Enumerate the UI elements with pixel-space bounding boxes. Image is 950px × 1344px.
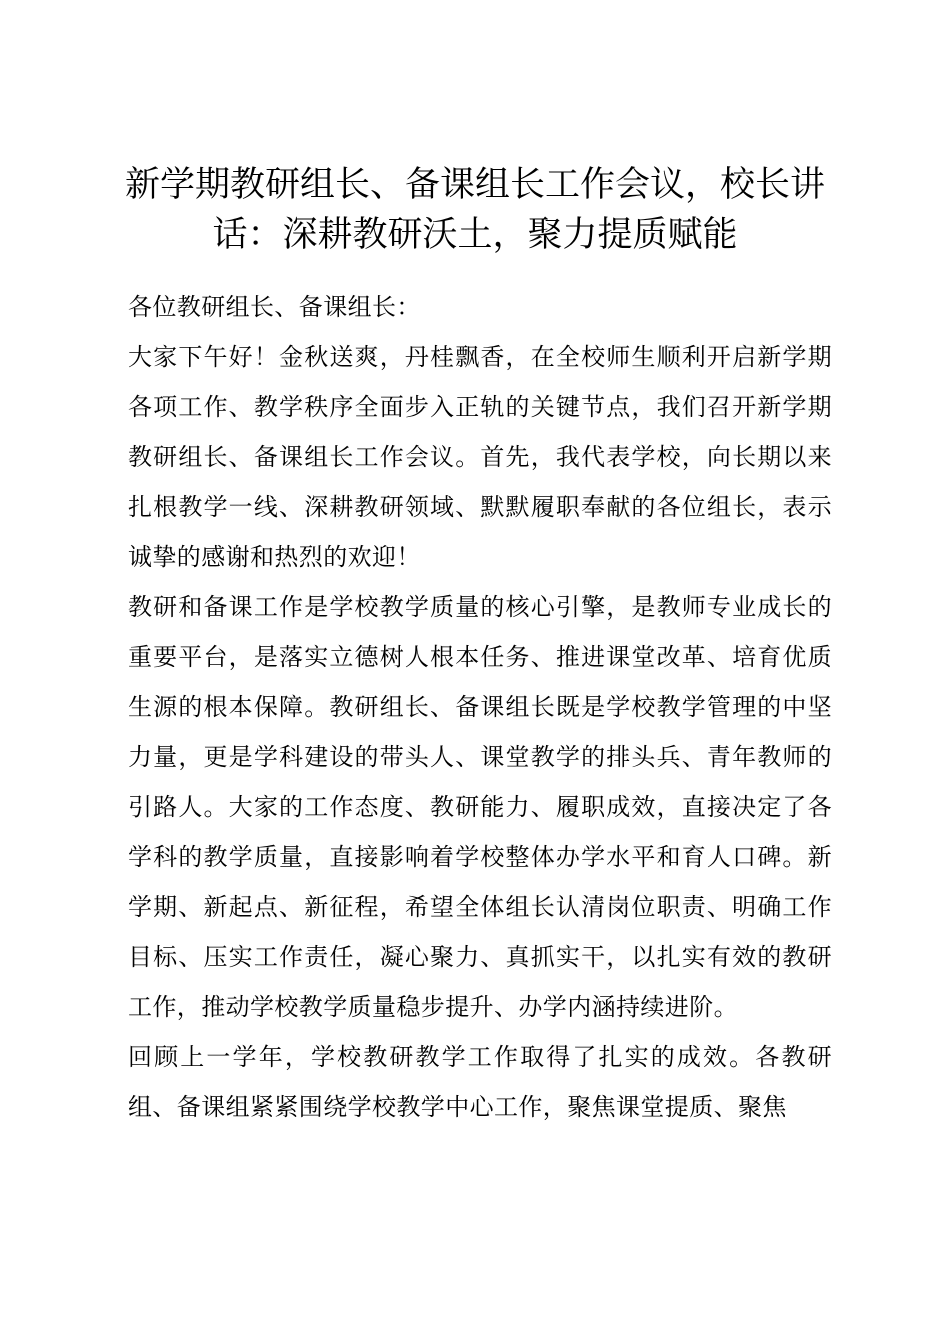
paragraph-1: 大家下午好！金秋送爽，丹桂飘香，在全校师生顺利开启新学期各项工作、教学秩序全面步入正轨的关键节点，我们召开新学期教研组长、备课组长工作会议。首先，我代表学校，向长期以来扎根教学一线、深耕教研领域、默默履职奉献的各位组长，表示诚挚的感谢和热烈的欢迎！ xyxy=(128,343,832,571)
paragraph-3: 回顾上一学年，学校教研教学工作取得了扎实的成效。各教研组、备课组紧紧围绕学校教学中心工作，聚焦课堂提质、聚焦 xyxy=(128,1043,832,1121)
document-title: 新学期教研组长、备课组长工作会议，校长讲话：深耕教研沃土，聚力提质赋能 xyxy=(124,165,825,255)
paragraph-2: 教研和备课工作是学校教学质量的核心引擎，是教师专业成长的重要平台，是落实立德树人根本任务、推进课堂改革、培育优质生源的根本保障。教研组长、备课组长既是学校教学管理的中坚力量，更是学科建设的带头人、课堂教学的排头兵、青年教师的引路人。大家的工作态度、教研能力、履职成效，直接决定了各学科的教学质量，直接影响着学校整体办学水平和育人口碑。新学期、新起点、新征程，希望全体组长认清岗位职责、明确工作目标、压实工作责任，凝心聚力、真抓实干，以扎实有效的教研工作，推动学校教学质量稳步提升、办学内涵持续进阶。 xyxy=(128,593,832,1021)
salutation: 各位教研组长、备课组长： xyxy=(128,293,421,321)
document-body xyxy=(128,282,832,1132)
